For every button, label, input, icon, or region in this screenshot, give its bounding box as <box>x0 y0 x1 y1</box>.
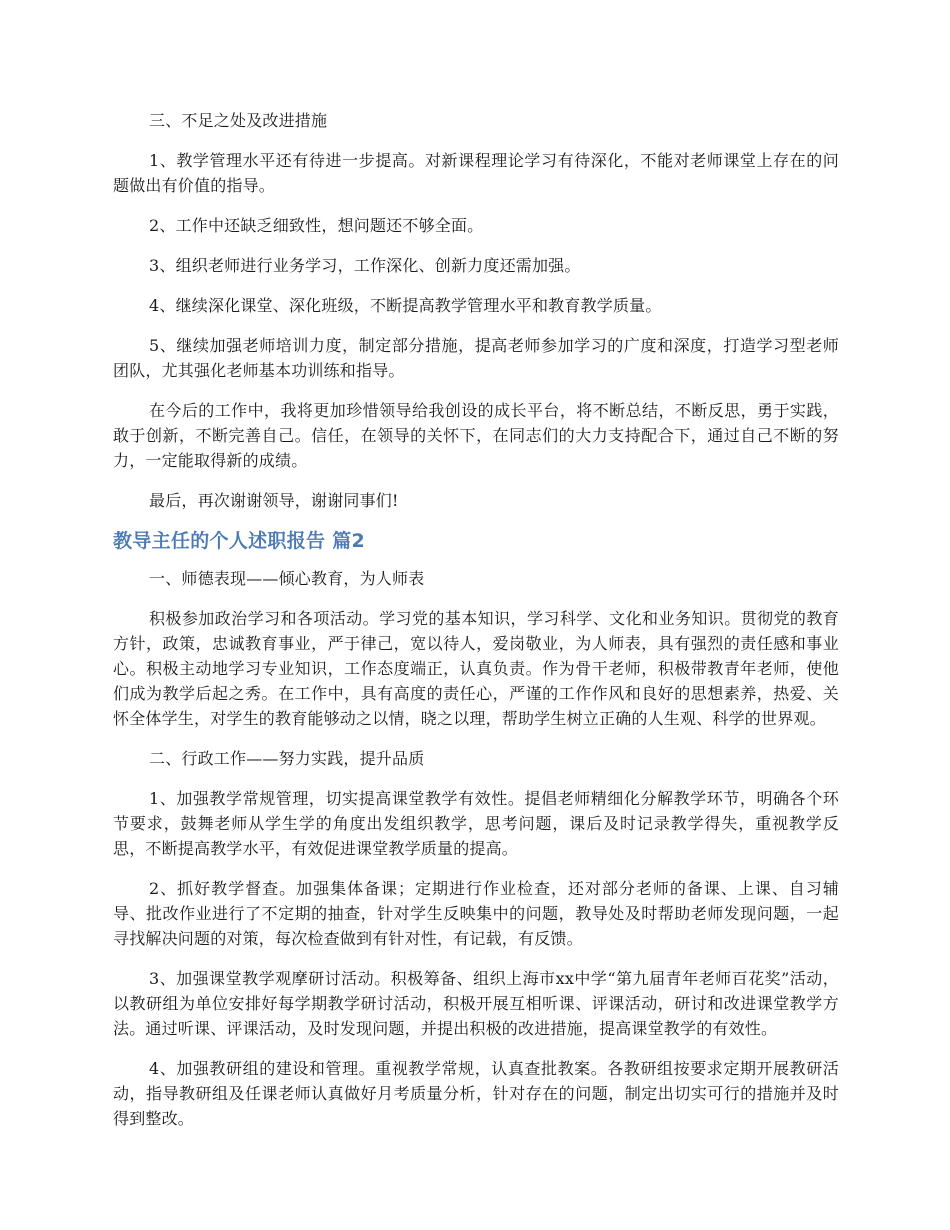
paragraph: 5、继续加强老师培训力度，制定部分措施，提高老师参加学习的广度和深度，打造学习型老师团队，尤其强化老师基本功训练和指导。 <box>113 336 839 380</box>
document-page <box>113 108 839 1146</box>
paragraph: 2、工作中还缺乏细致性，想问题还不够全面。 <box>149 216 484 235</box>
paragraph: 2、抓好教学督查。加强集体备课；定期进行作业检查，还对部分老师的备课、上课、自习辅导、批改作业进行了不定期的抽查，针对学生反映集中的问题，教导处及时帮助老师发现问题，一起寻找解决问题的对策，每次检查做到有针对性，有记载，有反馈。 <box>113 879 839 948</box>
paragraph: 1、教学管理水平还有待进一步提高。对新课程理论学习有待深化，不能对老师课堂上存在的问题做出有价值的指导。 <box>113 151 839 195</box>
paragraph: 4、加强教研组的建设和管理。重视教学常规，认真查批教案。各教研组按要求定期开展教研活动，指导教研组及任课老师认真做好月考质量分析，针对存在的问题，制定出切实可行的措施并及时得到整改。 <box>113 1059 839 1128</box>
section-title-ethics: 一、师德表现——倾心教育，为人师表 <box>149 569 425 588</box>
paragraph: 3、组织老师进行业务学习，工作深化、创新力度还需加强。 <box>149 256 581 275</box>
paragraph: 1、加强教学常规管理，切实提高课堂教学有效性。提倡老师精细化分解教学环节，明确各个环节要求，鼓舞老师从学生学的角度出发组织教学，思考问题，课后及时记录教学得失，重视教学反思，不断提高教学水平，有效促进课堂教学质量的提高。 <box>113 789 839 858</box>
section-title-shortcomings: 三、不足之处及改进措施 <box>149 111 328 130</box>
article-heading: 教导主任的个人述职报告 篇2 <box>113 530 366 552</box>
paragraph: 积极参加政治学习和各项活动。学习党的基本知识，学习科学、文化和业务知识。贯彻党的教育方针，政策，忠诚教育事业，严于律己，宽以待人，爱岗敬业，为人师表，具有强烈的责任感和事业心。积极主动地学习专业知识，工作态度端正，认真负责。作为骨干老师，积极带教青年老师，使他们成为教学后起之秀。在工作中，具有高度的责任心，严谨的工作作风和良好的思想素养，热爱、关怀全体学生，对学生的教育能够动之以情，晓之以理，帮助学生树立正确的人生观、科学的世界观。 <box>113 609 839 728</box>
section-title-admin: 二、行政工作——努力实践，提升品质 <box>149 749 425 768</box>
paragraph: 3、加强课堂教学观摩研讨活动。积极筹备、组织上海市xx中学“第九届青年老师百花奖”活动，以教研组为单位安排好每学期教学研讨活动，积极开展互相听课、评课活动，研讨和改进课堂教学方法。通过听课、评课活动，及时发现问题，并提出积极的改进措施，提高课堂教学的有效性。 <box>113 969 839 1038</box>
paragraph: 最后，再次谢谢领导，谢谢同事们! <box>149 491 399 510</box>
paragraph: 4、继续深化课堂、深化班级，不断提高教学管理水平和教育教学质量。 <box>149 296 662 315</box>
paragraph: 在今后的工作中，我将更加珍惜领导给我创设的成长平台，将不断总结，不断反思，勇于实践，敢于创新，不断完善自己。信任，在领导的关怀下，在同志们的大力支持配合下，通过自己不断的努力，一定能取得新的成绩。 <box>113 401 839 470</box>
